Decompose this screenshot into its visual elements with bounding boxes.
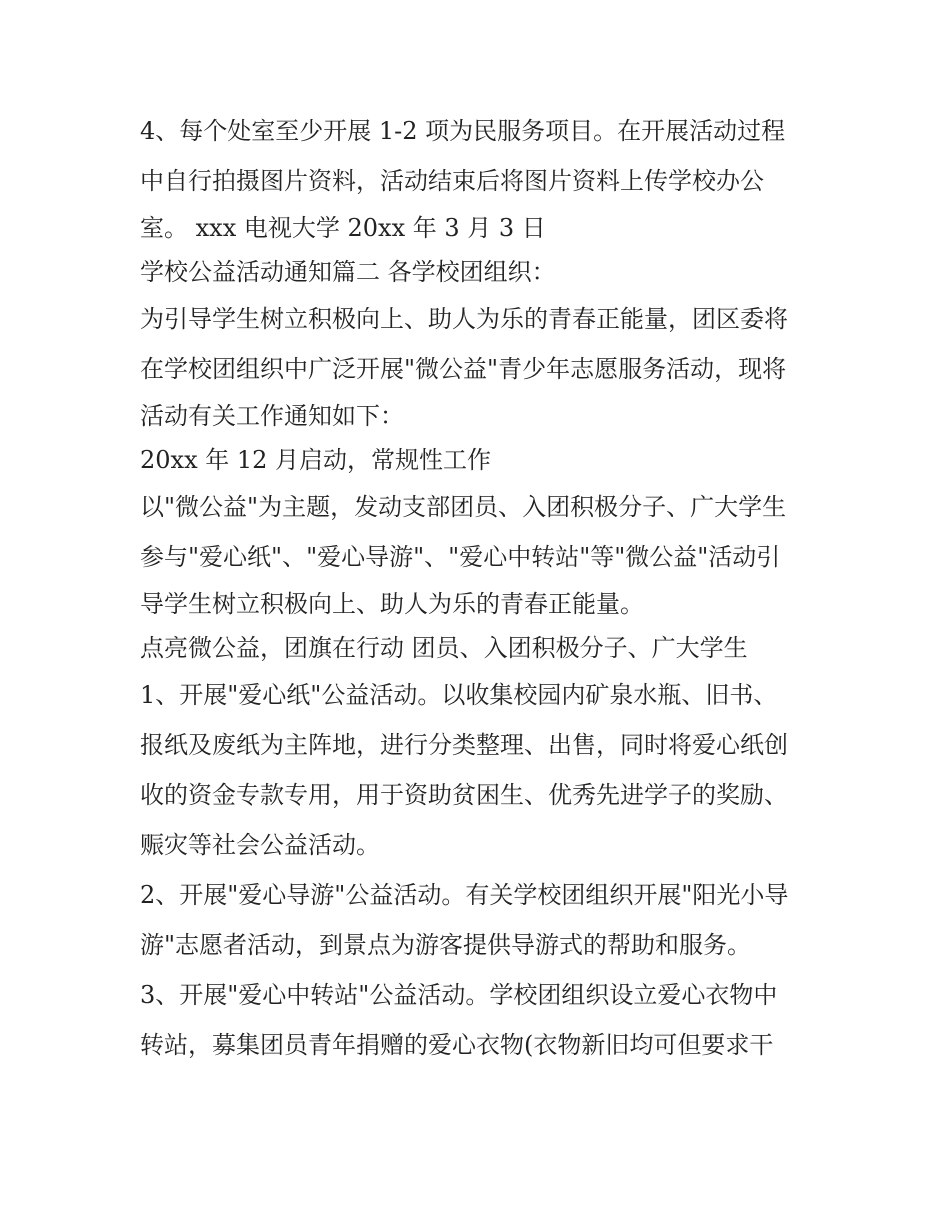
text-line: 点亮微公益，团旗在行动 团员、入团积极分子、广大学生 <box>140 634 748 662</box>
text-line: 4、每个处室至少开展 1-2 项为民服务项目。在开展活动过程 <box>140 117 786 145</box>
text-line: 在学校团组织中广泛开展"微公益"青少年志愿服务活动，现将 <box>140 355 787 383</box>
text-line: 20xx 年 12 月启动，常规性工作 <box>140 446 492 474</box>
section-heading: 学校公益活动通知篇二 各学校团组织： <box>140 258 556 286</box>
text-line: 收的资金专款专用，用于资助贫困生、优秀先进学子的奖励、 <box>140 781 788 809</box>
document-body <box>140 106 830 1070</box>
text-line: 为引导学生树立积极向上、助人为乐的青春正能量，团区委将 <box>140 305 788 333</box>
text-line: 以"微公益"为主题，发动支部团员、入团积极分子、广大学生 <box>140 493 787 521</box>
text-line: 室。 xxx 电视大学 20xx 年 3 月 3 日 <box>140 214 546 242</box>
text-line: 转站，募集团员青年捐赠的爱心衣物(衣物新旧均可但要求干 <box>140 1031 774 1059</box>
text-line: 游"志愿者活动，到景点为游客提供导游式的帮助和服务。 <box>140 931 752 959</box>
text-line: 活动有关工作通知如下： <box>140 402 404 430</box>
text-line: 参与"爱心纸"、"爱心导游"、"爱心中转站"等"微公益"活动引 <box>140 543 781 571</box>
text-line: 导学生树立积极向上、助人为乐的青春正能量。 <box>140 590 644 618</box>
text-line: 1、开展"爱心纸"公益活动。以收集校园内矿泉水瓶、旧书、 <box>140 681 778 709</box>
text-line: 中自行拍摄图片资料，活动结束后将图片资料上传学校办公 <box>140 167 764 195</box>
text-line: 赈灾等社会公益活动。 <box>140 831 380 859</box>
text-line: 报纸及废纸为主阵地，进行分类整理、出售，同时将爱心纸创 <box>140 731 788 759</box>
text-line: 3、开展"爱心中转站"公益活动。学校团组织设立爱心衣物中 <box>140 981 778 1009</box>
text-line: 2、开展"爱心导游"公益活动。有关学校团组织开展"阳光小导 <box>140 881 789 909</box>
